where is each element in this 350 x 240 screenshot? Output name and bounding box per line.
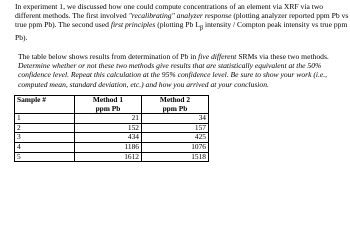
- paragraph1-text-c: (plotting Pb L: [155, 20, 200, 30]
- cell-method-1: 434: [75, 133, 142, 143]
- paragraph1-text-a: In experiment 1, we discussed how one could compute concentrations of an element via XRF via two different methods. The first involved: [15, 2, 324, 21]
- table-row: [15, 152, 209, 162]
- paragraph2-text-a: The table below shows results from determination of Pb in: [18, 52, 199, 61]
- cell-sample: 3: [15, 133, 75, 143]
- paragraph1-text-b: (plotting analyzer reported ppm Pb vs true ppm Pb). The second used: [15, 11, 349, 30]
- cell-method-1: 1612: [75, 152, 142, 162]
- cell-method-2: 425: [142, 133, 209, 143]
- cell-method-2: 1076: [142, 142, 209, 152]
- header-sample: Sample #: [15, 96, 75, 114]
- cell-method-2: 157: [142, 123, 209, 133]
- cell-method-1: 152: [75, 123, 142, 133]
- question-paragraph-2: [3, 52, 349, 89]
- cell-method-1: 21: [75, 114, 142, 124]
- paragraph1-emphasis-a: "recalibrating" analyzer response: [128, 11, 232, 21]
- paragraph2-emphasis-a: five different: [198, 52, 237, 61]
- table-row: [15, 133, 209, 143]
- cell-sample: 1: [15, 114, 75, 124]
- paragraph2-emphasis-b: Determine whether or not these two methods give results that are statistically equivalent at the 50% confidence level. Repeat this calculation at the 95% confidence level. Be sure to show your work (i.e., computed mean, standard deviation, etc.) and how you arrived at your conclusion.: [18, 61, 328, 89]
- table-row: [15, 142, 209, 152]
- table-row: [15, 123, 209, 133]
- results-table: [14, 95, 209, 162]
- cell-method-2: 34: [142, 114, 209, 124]
- cell-sample: 2: [15, 123, 75, 133]
- question-number: [3, 2, 15, 11]
- cell-sample: 4: [15, 142, 75, 152]
- paragraph1-emphasis-b: first principles: [110, 20, 156, 30]
- table-header-row: [15, 96, 209, 114]
- table-row: [15, 114, 209, 124]
- header-method-1: Method 1 ppm Pb: [75, 96, 142, 114]
- cell-method-1: 1186: [75, 142, 142, 152]
- paragraph2-text-b: SRMs via these two methods.: [236, 52, 329, 61]
- paragraph1-text-d: intensity / Compton peak intensity vs true ppm Pb).: [15, 20, 348, 43]
- paragraph1-subscript: β: [199, 24, 204, 32]
- header-method-2: Method 2 ppm Pb: [142, 96, 209, 114]
- cell-sample: 5: [15, 152, 75, 162]
- question-paragraph-1: [3, 2, 349, 42]
- cell-method-2: 1518: [142, 152, 209, 162]
